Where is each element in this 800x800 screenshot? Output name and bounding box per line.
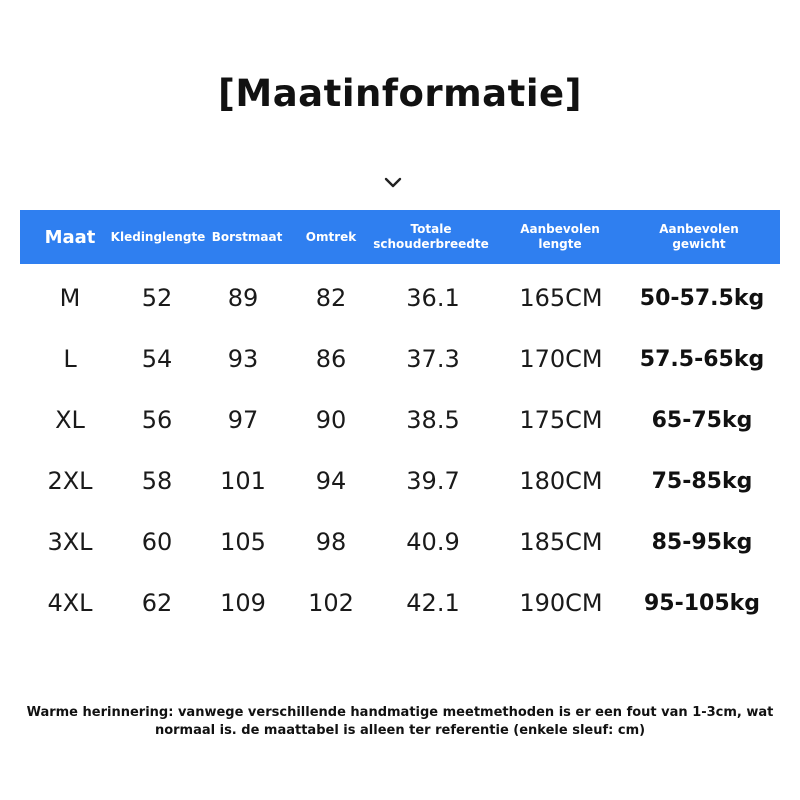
header-shoulder-width: Totale schouderbreedte	[373, 222, 489, 251]
cell-recommended-height: 175CM	[519, 406, 603, 434]
cell-chest: 89	[227, 284, 259, 312]
cell-size: 4XL	[47, 589, 93, 617]
cell-recommended-weight: 50-57.5kg	[639, 285, 765, 311]
cell-shoulder-width: 38.5	[406, 406, 460, 434]
cell-recommended-weight: 85-95kg	[651, 529, 753, 555]
page-title: [Maatinformatie]	[217, 72, 583, 115]
cell-recommended-height: 165CM	[519, 284, 603, 312]
table-row	[0, 573, 800, 633]
cell-recommended-weight: 95-105kg	[643, 590, 761, 616]
cell-garment-length: 62	[141, 589, 173, 617]
cell-chest: 97	[227, 406, 259, 434]
header-circumference: Omtrek	[305, 229, 357, 244]
cell-recommended-height: 185CM	[519, 528, 603, 556]
cell-circumference: 94	[315, 467, 347, 495]
cell-garment-length: 60	[141, 528, 173, 556]
header-recommended-height: Aanbevolen lengte	[520, 222, 600, 251]
cell-garment-length: 52	[141, 284, 173, 312]
cell-recommended-weight: 57.5-65kg	[639, 346, 765, 372]
cell-size: 2XL	[47, 467, 93, 495]
cell-recommended-height: 190CM	[519, 589, 603, 617]
cell-recommended-height: 170CM	[519, 345, 603, 373]
cell-circumference: 102	[308, 589, 354, 617]
cell-shoulder-width: 42.1	[406, 589, 460, 617]
cell-size: XL	[55, 406, 85, 434]
chevron-down-icon	[383, 176, 403, 190]
cell-garment-length: 58	[141, 467, 173, 495]
table-row	[0, 329, 800, 389]
cell-circumference: 98	[315, 528, 347, 556]
cell-size: L	[63, 345, 77, 373]
header-chest: Borstmaat	[211, 229, 283, 244]
table-row	[0, 451, 800, 511]
cell-garment-length: 56	[141, 406, 173, 434]
cell-size: 3XL	[47, 528, 93, 556]
cell-chest: 93	[227, 345, 259, 373]
table-header	[20, 210, 780, 264]
table-row	[0, 268, 800, 328]
cell-chest: 109	[220, 589, 266, 617]
cell-chest: 101	[220, 467, 266, 495]
cell-recommended-weight: 65-75kg	[651, 407, 753, 433]
cell-chest: 105	[220, 528, 266, 556]
header-size: Maat	[44, 226, 96, 248]
header-recommended-weight: Aanbevolen gewicht	[659, 222, 739, 251]
cell-shoulder-width: 40.9	[406, 528, 460, 556]
table-row	[0, 390, 800, 450]
cell-shoulder-width: 36.1	[406, 284, 460, 312]
table-row	[0, 512, 800, 572]
cell-recommended-weight: 75-85kg	[651, 468, 753, 494]
cell-circumference: 86	[315, 345, 347, 373]
cell-size: M	[59, 284, 81, 312]
cell-circumference: 90	[315, 406, 347, 434]
cell-recommended-height: 180CM	[519, 467, 603, 495]
cell-shoulder-width: 37.3	[406, 345, 460, 373]
cell-circumference: 82	[315, 284, 347, 312]
header-garment-length: Kledinglengte	[110, 229, 206, 244]
footer-note: Warme herinnering: vanwege verschillende handmatige meetmethoden is er een fout van 1-3cm, wat normaal is. de maattabel is alleen ter referentie (enkele sleuf: cm)	[26, 705, 774, 738]
cell-garment-length: 54	[141, 345, 173, 373]
cell-shoulder-width: 39.7	[406, 467, 460, 495]
